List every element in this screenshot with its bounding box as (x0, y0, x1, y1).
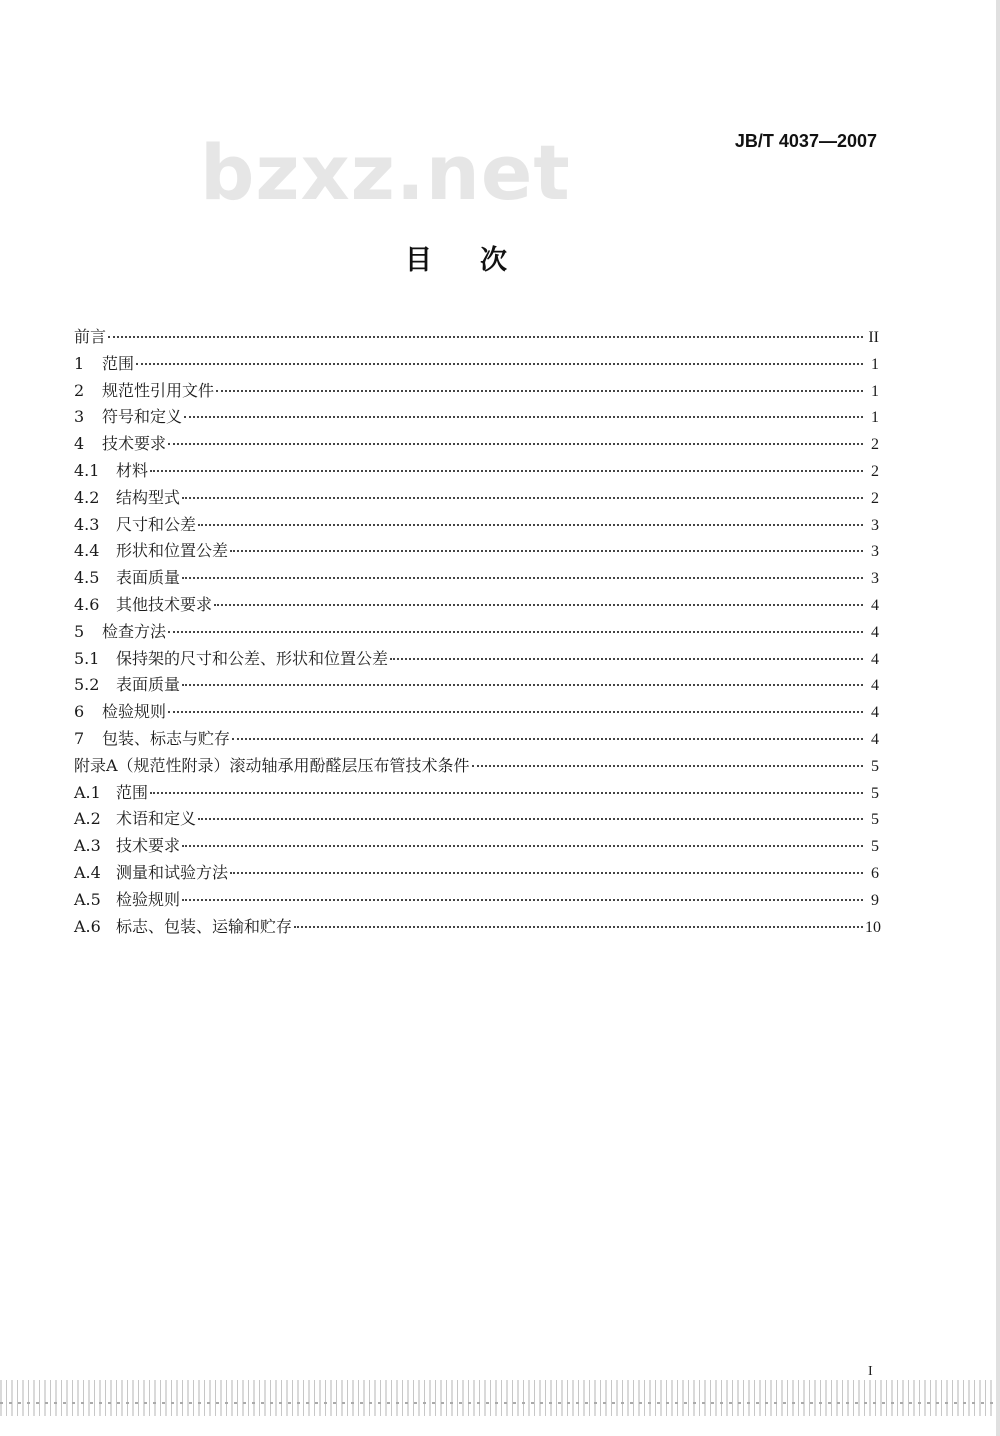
toc-entry-number: A.1 (74, 782, 101, 802)
dot-leader (232, 738, 863, 740)
toc-entry-number: 5.2 (74, 675, 100, 695)
dot-leader (168, 631, 863, 633)
toc-entry[interactable] (74, 512, 879, 539)
toc-entry[interactable] (74, 404, 879, 431)
toc-entry-number: A.3 (74, 836, 101, 856)
toc-entry-page: 6 (871, 864, 879, 882)
dot-leader (198, 524, 863, 526)
toc-entry[interactable] (74, 833, 879, 860)
toc-entry-page: 3 (871, 543, 879, 561)
dot-leader (150, 470, 863, 472)
toc-entry-label: 范围 (102, 353, 135, 373)
toc-entry[interactable] (74, 806, 879, 833)
toc-entry-number: 2 (74, 380, 85, 400)
toc-entry-page: 4 (871, 730, 879, 748)
toc-entry-label: 材料 (116, 460, 149, 480)
toc-entry[interactable] (74, 592, 879, 619)
toc-entry-label: 其他技术要求 (116, 594, 213, 614)
toc-entry-number: 6 (74, 702, 85, 722)
toc-entry-number: 4.3 (74, 514, 100, 534)
toc-entry-page: 5 (871, 838, 879, 856)
toc-entry-number: 3 (74, 407, 85, 427)
toc-entry[interactable] (74, 351, 879, 378)
dot-leader (182, 497, 863, 499)
toc-entry-page: 4 (871, 677, 879, 695)
page-title: 目次 (405, 245, 555, 276)
toc-entry-label: 检验规则 (116, 889, 181, 909)
dot-leader (168, 711, 863, 713)
dot-leader (182, 845, 863, 847)
toc-entry[interactable] (74, 860, 879, 887)
toc-entry-page: 2 (871, 489, 879, 507)
toc-entry-label: 技术要求 (102, 434, 167, 454)
toc-entry-page: 4 (871, 596, 879, 614)
toc-entry-label: 符号和定义 (102, 407, 183, 427)
dot-leader (136, 363, 863, 365)
dot-leader (230, 872, 863, 874)
toc-entry[interactable] (74, 324, 879, 351)
toc-entry-page: 3 (871, 570, 879, 588)
toc-entry-page: 1 (871, 355, 879, 373)
toc-entry-label: 范围 (116, 782, 149, 802)
toc-entry-page: II (868, 329, 879, 346)
toc-entry-label: 检验规则 (102, 702, 167, 722)
watermark: bzxz.net (200, 128, 571, 217)
toc-entry[interactable] (74, 619, 879, 646)
toc-entry[interactable] (74, 914, 879, 941)
toc-entry-label: 表面质量 (116, 568, 181, 588)
toc-entry-page: 3 (871, 516, 879, 534)
toc-entry-number: 4.4 (74, 541, 100, 561)
toc-entry-label: 结构型式 (116, 487, 181, 507)
dot-leader (294, 926, 863, 928)
toc-entry-page: 2 (871, 462, 879, 480)
dot-leader (168, 443, 863, 445)
toc-entry[interactable] (74, 431, 879, 458)
toc-entry[interactable] (74, 753, 879, 780)
page-edge (996, 0, 1000, 1436)
dot-leader (472, 765, 863, 767)
scan-noise-line (0, 1402, 1000, 1404)
toc-entry-number: 5.1 (74, 648, 100, 668)
toc-entry[interactable] (74, 538, 879, 565)
toc-entry-label: 规范性引用文件 (102, 380, 215, 400)
toc-entry-number: A.2 (74, 809, 101, 829)
toc-entry-page: 2 (871, 436, 879, 454)
dot-leader (198, 818, 863, 820)
toc-entry-page: 5 (871, 811, 879, 829)
toc-entry-number: 4.2 (74, 487, 100, 507)
toc-entry-label: 保持架的尺寸和公差、形状和位置公差 (116, 648, 389, 668)
toc-entry-number: 1 (74, 353, 85, 373)
toc-entry-number: 4.5 (74, 568, 100, 588)
toc-entry-number: A.6 (74, 916, 101, 936)
toc-entry-page: 4 (871, 623, 879, 641)
toc-entry[interactable] (74, 672, 879, 699)
toc-entry-label: 包装、标志与贮存 (102, 728, 231, 748)
scan-noise-strip (0, 1380, 1000, 1416)
toc-entry[interactable] (74, 485, 879, 512)
toc-entry-number: 4 (74, 434, 85, 454)
toc-entry[interactable] (74, 458, 879, 485)
dot-leader (150, 792, 863, 794)
standard-code: JB/T 4037—2007 (734, 131, 877, 151)
toc-entry-number: 7 (74, 728, 85, 748)
toc-entry[interactable] (74, 378, 879, 405)
toc-entry-label: 尺寸和公差 (116, 514, 197, 534)
dot-leader (108, 336, 863, 338)
dot-leader (216, 390, 863, 392)
dot-leader (230, 550, 863, 552)
toc-entry-page: 4 (871, 650, 879, 668)
dot-leader (182, 899, 863, 901)
toc-entry-label: 表面质量 (116, 675, 181, 695)
dot-leader (390, 658, 863, 660)
dot-leader (182, 577, 863, 579)
toc-entry[interactable] (74, 565, 879, 592)
toc-entry-number: 4.1 (74, 460, 100, 480)
toc-entry-label: 术语和定义 (116, 809, 197, 829)
toc-entry-label: 技术要求 (116, 836, 181, 856)
page-number: I (868, 1364, 873, 1379)
toc-entry[interactable] (74, 887, 879, 914)
toc-entry[interactable] (74, 780, 879, 807)
toc-entry[interactable] (74, 726, 879, 753)
dot-leader (184, 416, 863, 418)
toc-entry-page: 5 (871, 757, 879, 775)
dot-leader (182, 684, 863, 686)
toc-entry-page: 1 (871, 409, 879, 427)
toc-entry-number: A.4 (74, 862, 101, 882)
toc-entry[interactable] (74, 646, 879, 673)
toc-entry-label: 检查方法 (102, 621, 167, 641)
toc-entry-label: 测量和试验方法 (116, 862, 229, 882)
toc-entry-label: 形状和位置公差 (116, 541, 229, 561)
toc-entry-number: A.5 (74, 889, 101, 909)
toc-entry-number: 5 (74, 621, 85, 641)
toc-entry-number: 4.6 (74, 594, 100, 614)
toc-entry-label: 前言 (74, 327, 107, 346)
toc-entry-page: 9 (871, 891, 879, 909)
toc-entry-page: 10 (865, 918, 881, 936)
toc-entry-label: 附录A（规范性附录）滚动轴承用酚醛层压布管技术条件 (74, 755, 470, 775)
table-of-contents (74, 324, 879, 940)
dot-leader (214, 604, 863, 606)
toc-entry-page: 4 (871, 704, 879, 722)
toc-entry-page: 1 (871, 382, 879, 400)
toc-entry-page: 5 (871, 784, 879, 802)
toc-entry[interactable] (74, 699, 879, 726)
toc-entry-label: 标志、包装、运输和贮存 (116, 916, 293, 936)
